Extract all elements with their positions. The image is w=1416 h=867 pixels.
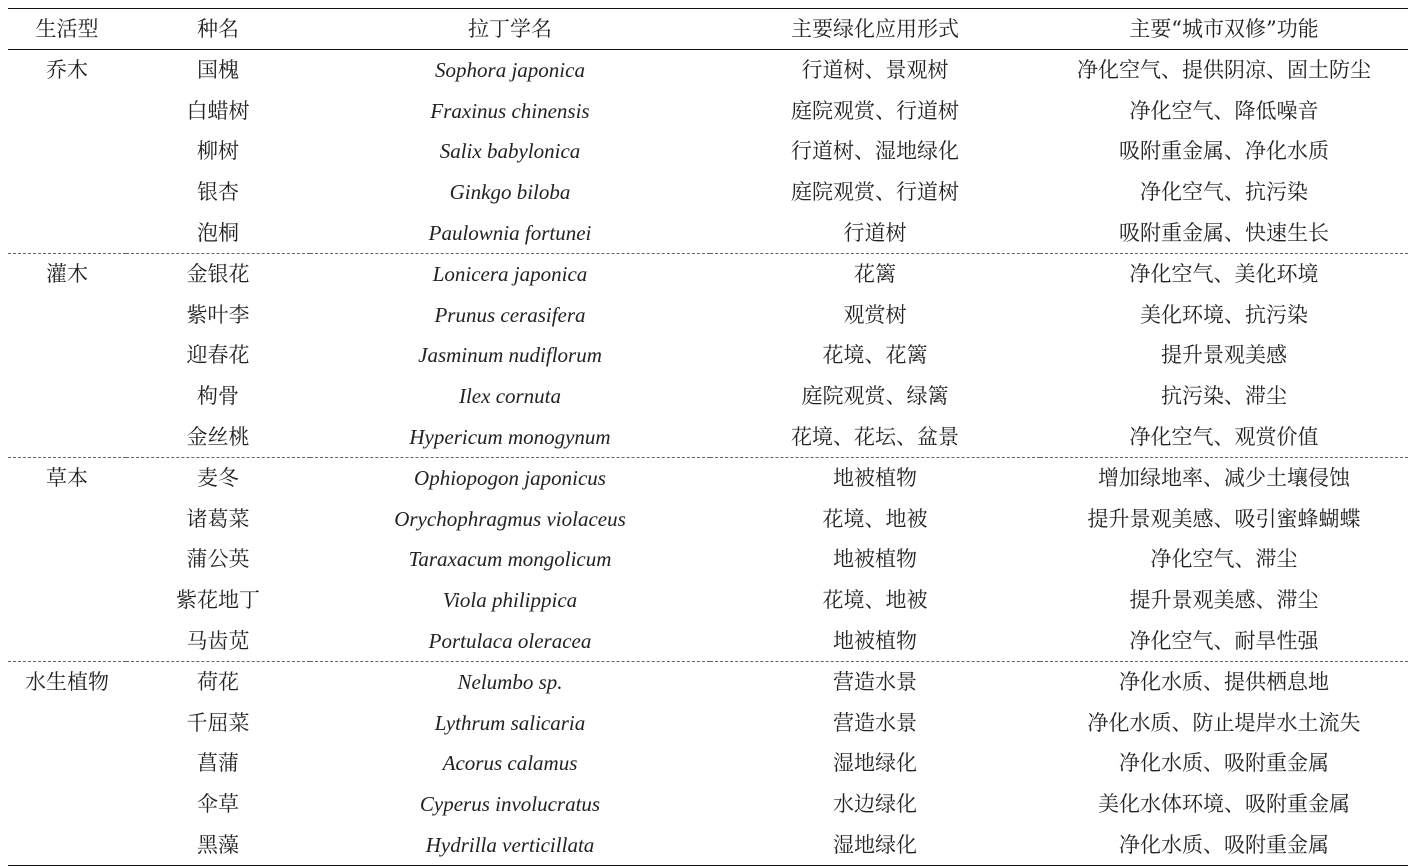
- species-cell: 国槐: [197, 58, 239, 83]
- header-latin-name: 拉丁学名: [468, 17, 552, 41]
- latin-name-cell: Fraxinus chinensis: [430, 98, 590, 123]
- application-cell: 地被植物: [833, 466, 917, 491]
- life-form-cell: [8, 580, 126, 621]
- application-cell: 营造水景: [833, 670, 917, 695]
- function-cell: 净化水质、吸附重金属: [1040, 824, 1408, 865]
- table-row: [8, 212, 1408, 253]
- function-cell: 吸附重金属、净化水质: [1119, 139, 1329, 164]
- species-cell: 荷花: [197, 670, 239, 695]
- latin-name-cell: Acorus calamus: [442, 751, 578, 776]
- header-species: 种名: [197, 17, 239, 41]
- life-form-cell: [8, 172, 126, 213]
- species-cell: 金丝桃: [126, 416, 310, 457]
- life-form-cell: [8, 295, 126, 336]
- function-cell: 美化环境、抗污染: [1140, 302, 1308, 327]
- species-cell: 柳树: [197, 139, 239, 164]
- table-row: [8, 416, 1408, 457]
- function-cell: 净化空气、滞尘: [1150, 547, 1298, 572]
- header-application: 主要绿化应用形式: [791, 17, 959, 41]
- application-cell: 花境、花坛、盆景: [710, 416, 1040, 457]
- life-form-cell: 草本: [46, 466, 88, 491]
- latin-name-cell: Sophora japonica: [435, 58, 585, 83]
- life-form-cell: [8, 131, 126, 172]
- life-form-cell: 水生植物: [25, 670, 109, 695]
- function-cell: 净化水质、防止堤岸水土流失: [1087, 710, 1361, 735]
- species-cell: 麦冬: [197, 466, 239, 491]
- application-cell: 行道树、景观树: [801, 58, 949, 83]
- species-cell: 紫叶李: [186, 302, 250, 327]
- application-cell: 行道树、湿地绿化: [791, 139, 959, 164]
- table-row: [8, 50, 1408, 91]
- species-cell: 迎春花: [186, 343, 250, 368]
- function-cell: 提升景观美感: [1161, 343, 1287, 368]
- table-row: [8, 172, 1408, 213]
- table-row: [8, 620, 1408, 661]
- latin-name-cell: Viola philippica: [442, 588, 578, 613]
- life-form-cell: 灌木: [46, 262, 88, 287]
- latin-name-cell: Ginkgo biloba: [449, 180, 571, 205]
- latin-name-cell: Ophiopogon japonicus: [414, 466, 606, 491]
- table-row: [8, 539, 1408, 580]
- table-row: [8, 784, 1408, 825]
- header-function: 主要“城市双修”功能: [1129, 17, 1319, 41]
- table-row: [8, 499, 1408, 540]
- species-cell: 紫花地丁: [176, 588, 260, 613]
- life-form-cell: 乔木: [46, 58, 88, 83]
- table-row: [8, 743, 1408, 784]
- function-cell: 抗污染、滞尘: [1161, 384, 1287, 409]
- application-cell: 花篱: [854, 262, 896, 287]
- table-row: [8, 253, 1408, 294]
- function-cell: 净化空气、降低噪音: [1129, 98, 1319, 123]
- latin-name-cell: Ilex cornuta: [458, 384, 562, 409]
- species-cell: 泡桐: [126, 212, 310, 253]
- table-row: [8, 661, 1408, 702]
- application-cell: 地被植物: [710, 620, 1040, 661]
- function-cell: 提升景观美感、吸引蜜蜂蝴蝶: [1087, 506, 1361, 531]
- life-form-cell: [8, 620, 126, 661]
- table-row: [8, 457, 1408, 498]
- function-cell: 净化空气、美化环境: [1129, 262, 1319, 287]
- latin-name-cell: Lythrum salicaria: [434, 710, 586, 735]
- life-form-cell: [8, 212, 126, 253]
- species-cell: 蒲公英: [186, 547, 250, 572]
- species-cell: 金银花: [186, 262, 250, 287]
- species-cell: 黑藻: [126, 824, 310, 865]
- species-cell: 马齿苋: [126, 620, 310, 661]
- life-form-cell: [8, 499, 126, 540]
- life-form-cell: [8, 824, 126, 865]
- latin-name-cell: Taraxacum mongolicum: [408, 547, 612, 572]
- table-row: [8, 824, 1408, 865]
- table-row: [8, 91, 1408, 132]
- table-row: [8, 131, 1408, 172]
- latin-name-cell: Nelumbo sp.: [457, 670, 563, 695]
- header-life-form: 生活型: [35, 17, 99, 41]
- latin-name-cell: Portulaca oleracea: [310, 620, 710, 661]
- life-form-cell: [8, 416, 126, 457]
- latin-name-cell: Hypericum monogynum: [310, 416, 710, 457]
- latin-name-cell: Paulownia fortunei: [310, 212, 710, 253]
- table-header: [8, 9, 1408, 50]
- application-cell: 庭院观赏、绿篱: [801, 384, 949, 409]
- life-form-cell: [8, 539, 126, 580]
- table-row: [8, 295, 1408, 336]
- latin-name-cell: Prunus cerasifera: [434, 302, 586, 327]
- species-cell: 伞草: [197, 791, 239, 816]
- latin-name-cell: Hydrilla verticillata: [310, 824, 710, 865]
- application-cell: 行道树: [710, 212, 1040, 253]
- life-form-cell: [8, 376, 126, 417]
- application-cell: 花境、花篱: [822, 343, 928, 368]
- function-cell: 净化水质、吸附重金属: [1119, 751, 1329, 776]
- application-cell: 湿地绿化: [710, 824, 1040, 865]
- application-cell: 花境、地被: [822, 588, 928, 613]
- header-row: [8, 9, 1408, 50]
- life-form-cell: [8, 91, 126, 132]
- species-cell: 银杏: [197, 180, 239, 205]
- application-cell: 湿地绿化: [833, 751, 917, 776]
- life-form-cell: [8, 743, 126, 784]
- latin-name-cell: Jasminum nudiflorum: [418, 343, 602, 368]
- life-form-cell: [8, 335, 126, 376]
- application-cell: 花境、地被: [822, 506, 928, 531]
- life-form-cell: [8, 703, 126, 744]
- table-body: [8, 50, 1408, 866]
- function-cell: 提升景观美感、滞尘: [1129, 588, 1319, 613]
- latin-name-cell: Salix babylonica: [439, 139, 581, 164]
- application-cell: 庭院观赏、行道树: [791, 98, 959, 123]
- species-cell: 菖蒲: [197, 751, 239, 776]
- function-cell: 净化空气、提供阴凉、固土防尘: [1077, 58, 1371, 83]
- application-cell: 水边绿化: [833, 791, 917, 816]
- function-cell: 净化空气、观赏价值: [1040, 416, 1408, 457]
- table-row: [8, 703, 1408, 744]
- function-cell: 净化空气、抗污染: [1140, 180, 1308, 205]
- function-cell: 吸附重金属、快速生长: [1040, 212, 1408, 253]
- plant-species-table: [8, 8, 1408, 866]
- function-cell: 净化空气、耐旱性强: [1040, 620, 1408, 661]
- table-row: [8, 376, 1408, 417]
- table-row: [8, 580, 1408, 621]
- latin-name-cell: Orychophragmus violaceus: [394, 506, 626, 531]
- application-cell: 地被植物: [833, 547, 917, 572]
- table-row: [8, 335, 1408, 376]
- application-cell: 营造水景: [833, 710, 917, 735]
- species-cell: 诸葛菜: [186, 506, 250, 531]
- function-cell: 美化水体环境、吸附重金属: [1098, 791, 1350, 816]
- application-cell: 观赏树: [843, 302, 907, 327]
- life-form-cell: [8, 784, 126, 825]
- application-cell: 庭院观赏、行道树: [791, 180, 959, 205]
- plant-table-container: [8, 8, 1408, 866]
- species-cell: 枸骨: [197, 384, 239, 409]
- latin-name-cell: Cyperus involucratus: [419, 791, 601, 816]
- latin-name-cell: Lonicera japonica: [432, 262, 588, 287]
- species-cell: 白蜡树: [186, 98, 250, 123]
- function-cell: 净化水质、提供栖息地: [1119, 670, 1329, 695]
- function-cell: 增加绿地率、减少土壤侵蚀: [1098, 466, 1350, 491]
- species-cell: 千屈菜: [186, 710, 250, 735]
